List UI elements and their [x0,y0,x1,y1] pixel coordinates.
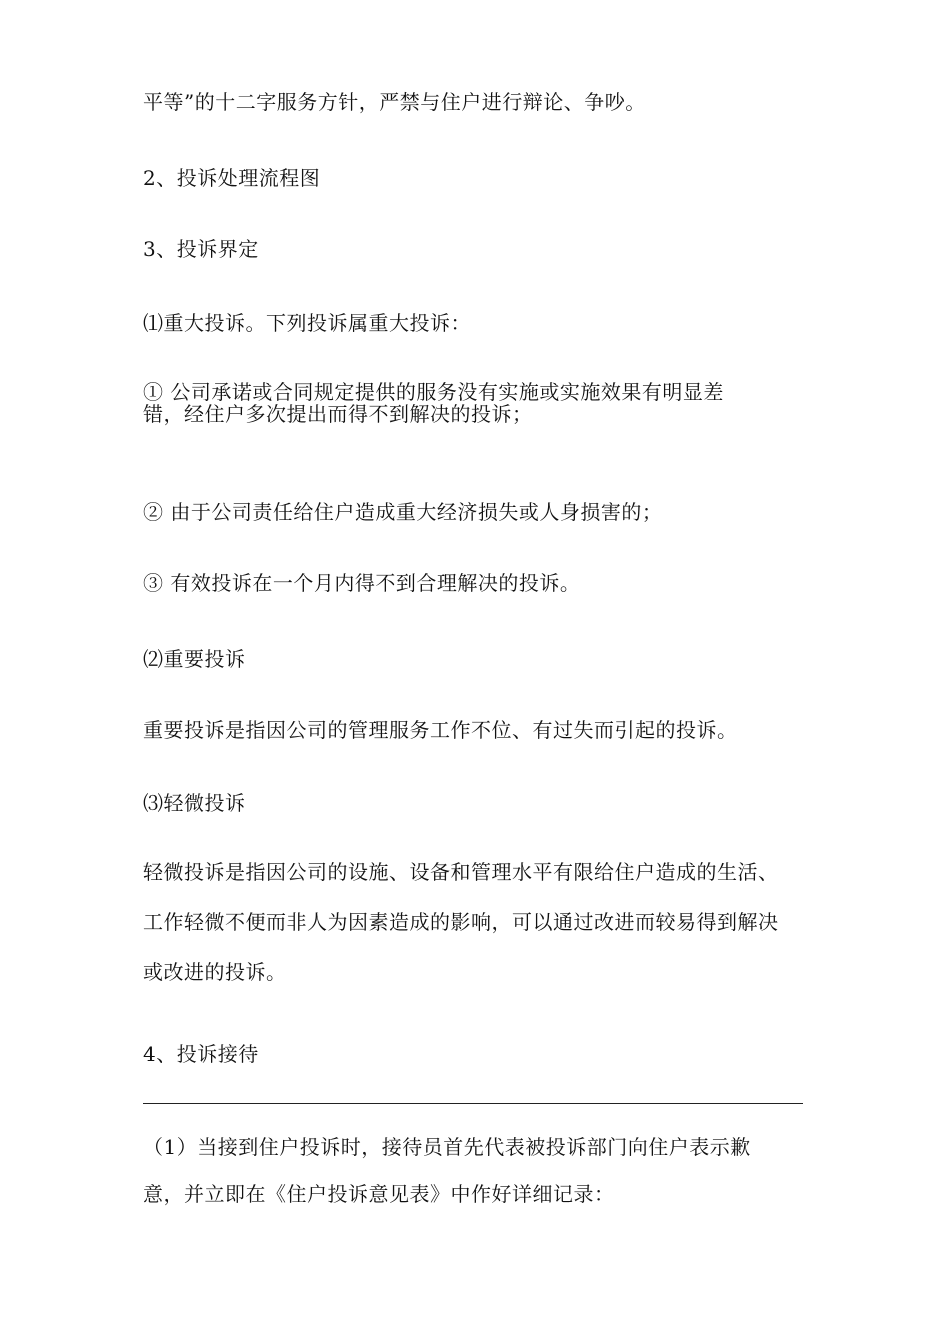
list-item-3: ③ 有效投诉在一个月内得不到合理解决的投诉。 [143,571,581,595]
paragraph-minor-complaint-line-3: 或改进的投诉。 [143,960,287,984]
text-line-service-policy: 平等”的十二字服务方针，严禁与住户进行辩论、争吵。 [143,90,646,114]
subheading-important-complaint: ⑵重要投诉 [143,647,246,671]
heading-complaint-flowchart: 2、投诉处理流程图 [143,166,321,190]
subheading-major-complaint: ⑴重大投诉。下列投诉属重大投诉： [143,311,471,335]
horizontal-divider [143,1103,803,1104]
list-item-1-line-2: 错，经住户多次提出而得不到解决的投诉； [143,402,533,426]
list-item-2: ② 由于公司责任给住户造成重大经济损失或人身损害的； [143,500,663,524]
heading-complaint-definition: 3、投诉界定 [143,237,259,261]
subheading-minor-complaint: ⑶轻微投诉 [143,791,246,815]
paragraph-minor-complaint-line-1: 轻微投诉是指因公司的设施、设备和管理水平有限给住户造成的生活、 [143,860,779,884]
paragraph-important-complaint: 重要投诉是指因公司的管理服务工作不位、有过失而引起的投诉。 [143,718,738,742]
paragraph-reception-line-2: 意，并立即在《住户投诉意见表》中作好详细记录： [143,1182,615,1206]
heading-complaint-reception: 4、投诉接待 [143,1042,259,1066]
list-item-1-line-1: ① 公司承诺或合同规定提供的服务没有实施或实施效果有明显差 [143,380,724,404]
paragraph-minor-complaint-line-2: 工作轻微不便而非人为因素造成的影响，可以通过改进而较易得到解决 [143,910,779,934]
paragraph-reception-line-1: （1）当接到住户投诉时，接待员首先代表被投诉部门向住户表示歉 [143,1135,751,1159]
